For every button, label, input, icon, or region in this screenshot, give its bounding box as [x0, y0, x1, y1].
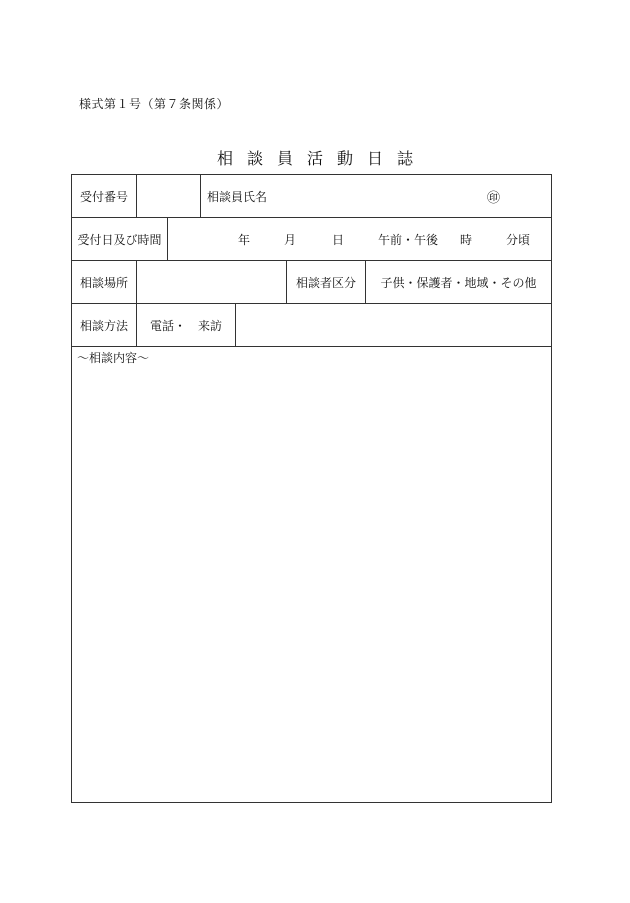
month-unit: 月 — [284, 232, 297, 247]
counselor-name-label: 相談員氏名 — [207, 189, 268, 204]
reception-number-field[interactable] — [137, 175, 200, 217]
title-char: 日 — [367, 149, 384, 168]
method-options[interactable]: 電話・ 来訪 — [149, 318, 222, 333]
seal-mark: ㊞ — [487, 190, 501, 206]
title-char: 員 — [276, 149, 293, 168]
category-label: 相談者区分 — [295, 275, 356, 290]
title-char: 相 — [216, 149, 233, 168]
method-label: 相談方法 — [79, 318, 128, 333]
place-row — [72, 261, 551, 304]
category-options[interactable]: 子供・保護者・地域・その他 — [380, 275, 537, 290]
year-unit: 年 — [238, 232, 251, 247]
datetime-field[interactable] — [168, 218, 551, 260]
method-detail-field[interactable] — [236, 304, 551, 346]
counselor-name-field[interactable] — [201, 175, 551, 217]
am-pm-choice[interactable]: 午前・午後 — [378, 232, 439, 247]
method-row — [72, 304, 551, 347]
activity-log-form — [71, 174, 552, 803]
title-char: 動 — [337, 149, 354, 168]
title-char: 活 — [306, 149, 323, 168]
form-number: 様式第１号（第７条関係） — [79, 97, 230, 111]
reception-row — [72, 175, 551, 218]
hour-unit: 時 — [460, 232, 473, 247]
page-title — [0, 146, 630, 169]
place-label: 相談場所 — [79, 275, 128, 290]
content-label: ～相談内容～ — [77, 351, 150, 365]
datetime-row — [72, 218, 551, 261]
content-field[interactable] — [72, 365, 551, 802]
reception-number-label: 受付番号 — [79, 189, 128, 204]
title-char: 誌 — [397, 149, 414, 168]
minute-unit: 分頃 — [506, 232, 531, 247]
place-field[interactable] — [137, 261, 286, 303]
title-char: 談 — [246, 149, 263, 168]
day-unit: 日 — [332, 232, 345, 247]
datetime-label: 受付日及び時間 — [77, 232, 162, 247]
